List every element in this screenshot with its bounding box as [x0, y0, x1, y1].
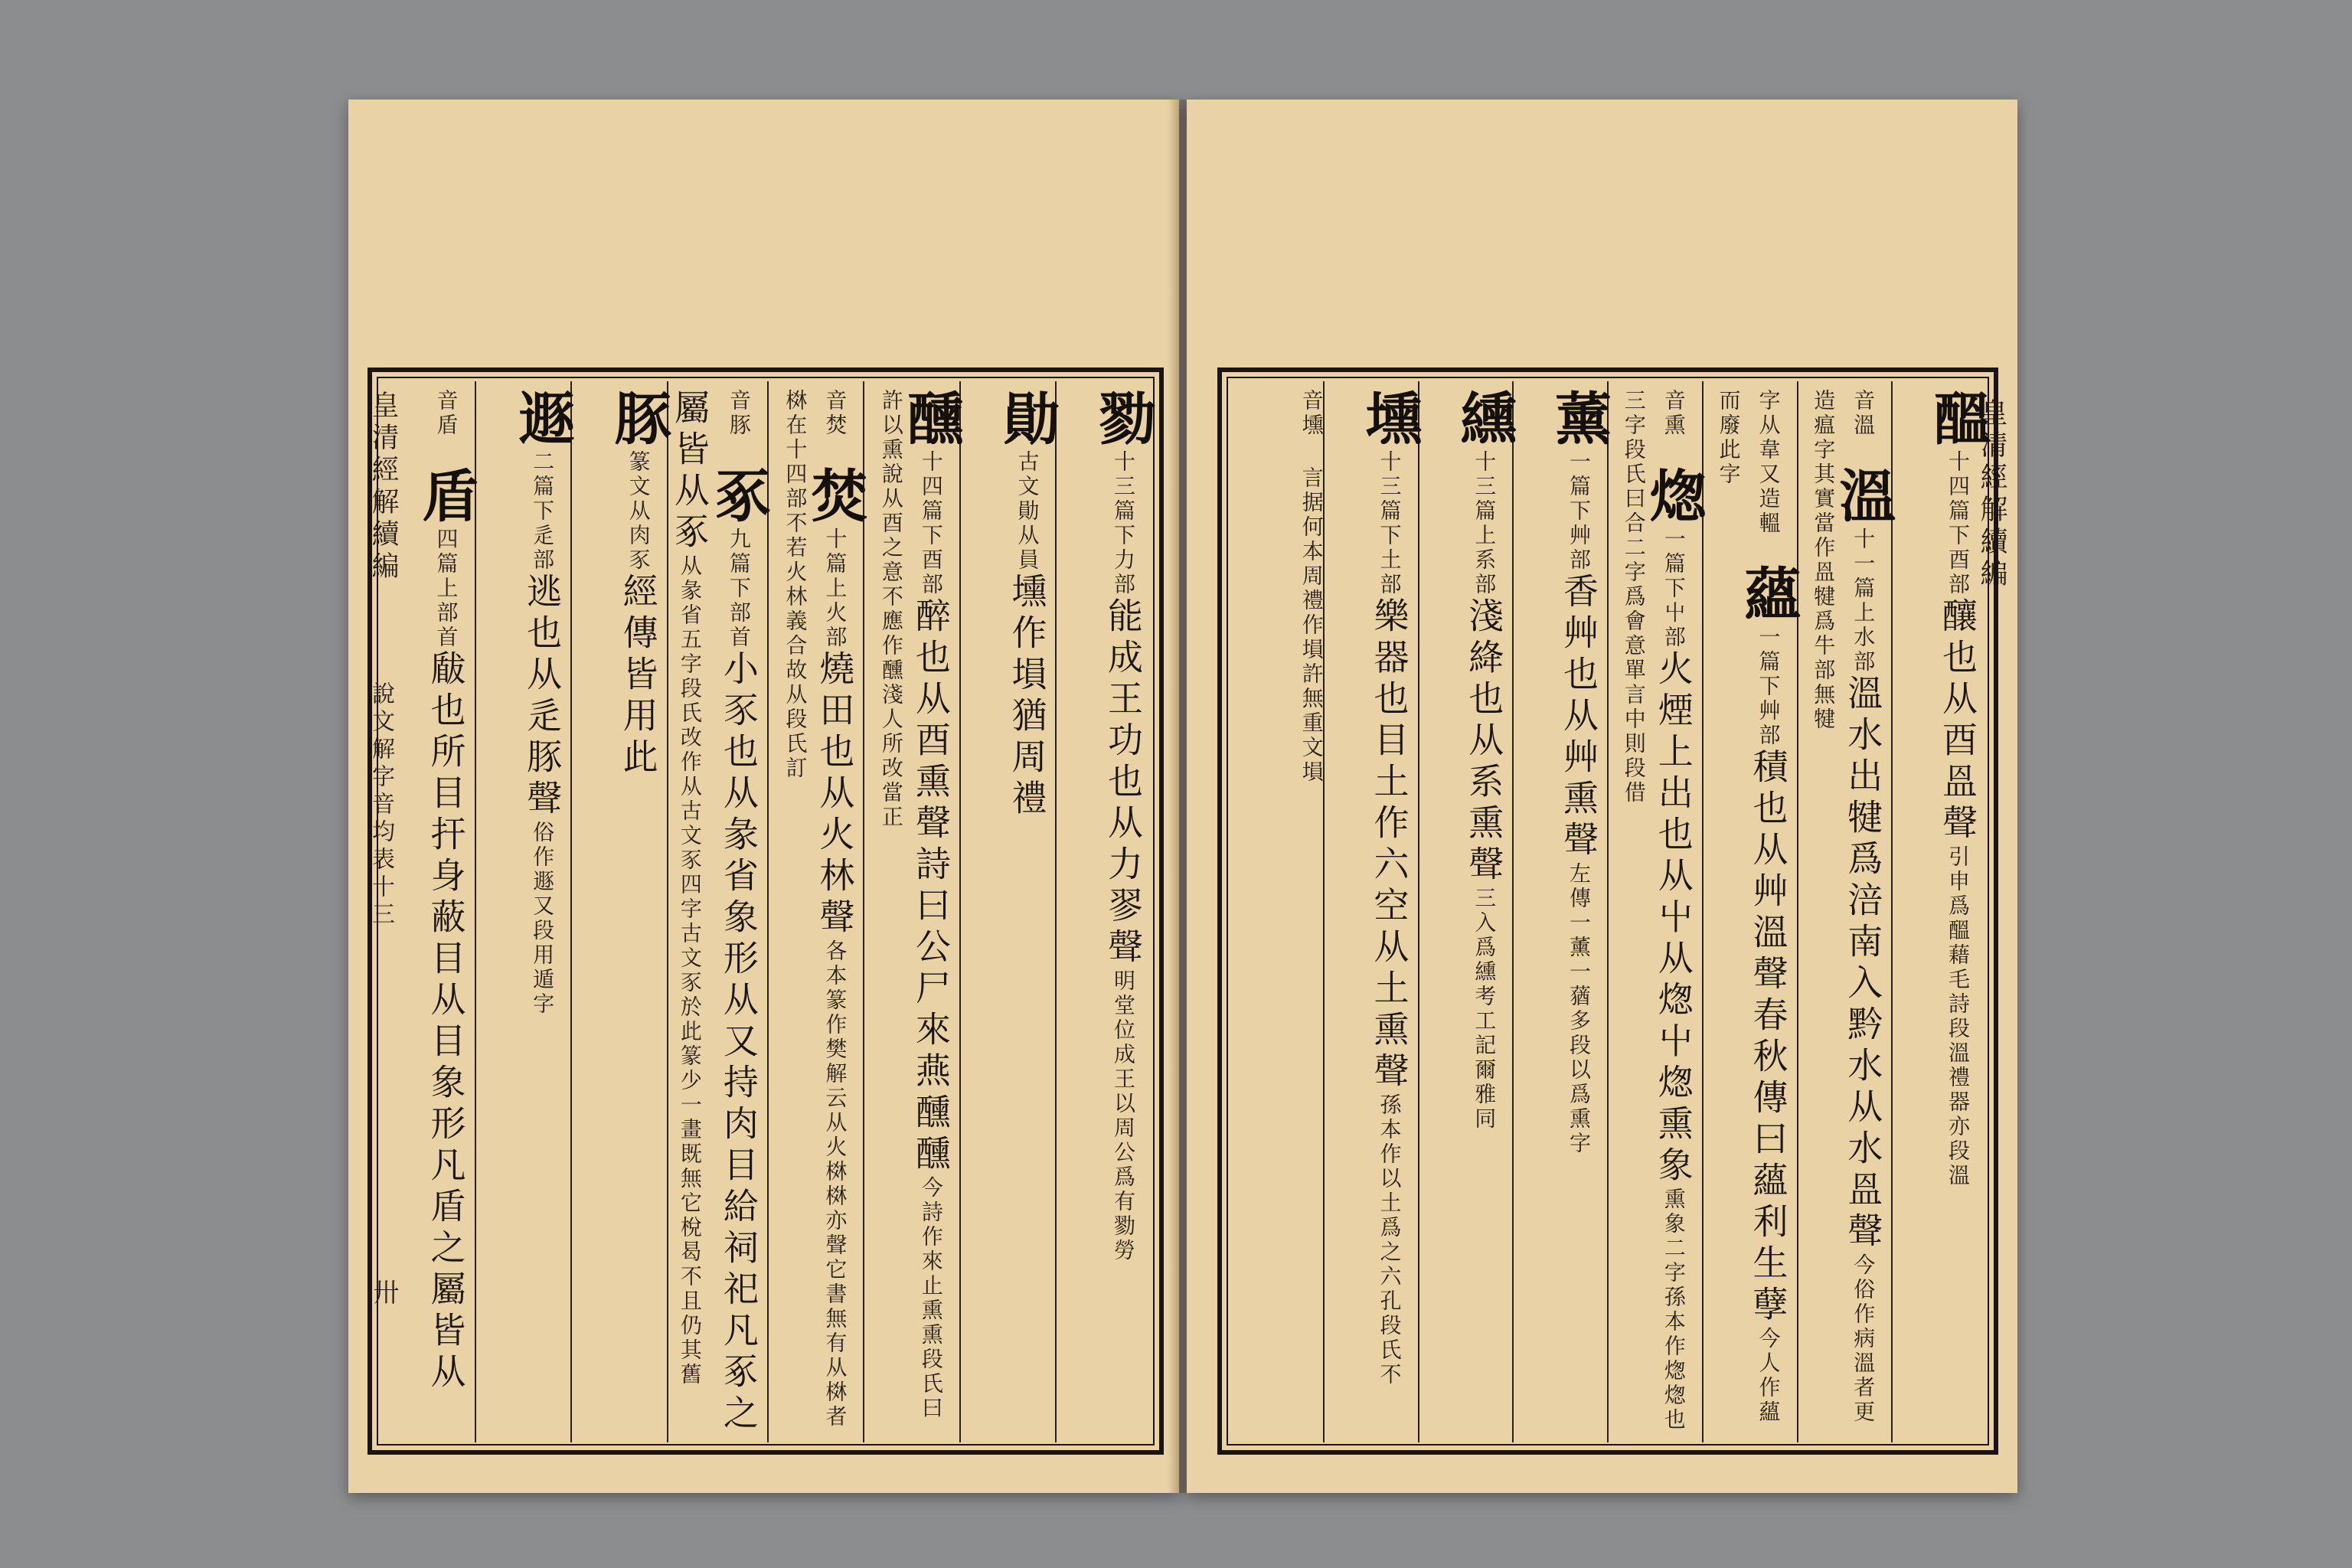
annotation-text: 九篇下部首 — [726, 528, 752, 650]
annotation-text: 十篇上火部 — [822, 528, 848, 650]
annotation-text: 从彖省五字段氏改作从古文豕四字古文豕於此篆少一畫既無它梲曷不且仍其舊 — [677, 554, 703, 1387]
column-top-note: 音豚 — [726, 389, 752, 466]
definition-text: 能成王功也从力翏聲 — [1102, 597, 1144, 969]
headword: 㷓 — [1640, 466, 1707, 528]
annotation-text: 十三篇下土部 — [1377, 450, 1403, 597]
annotation-text: 一篇下艸部 — [1566, 450, 1592, 573]
definition-text: 樂器也目土作六空从土熏聲 — [1368, 597, 1410, 1093]
annotation-text: 俗作遯又段用遁字 — [530, 821, 556, 1017]
annotation-text: 孫本作以土爲之六孔段氏不 — [1377, 1093, 1403, 1387]
left-margin-subtitle: 說文解字音均表十三 — [368, 681, 394, 929]
annotation-text: 二篇下辵部 — [530, 450, 556, 573]
annotation-text: 今俗作病溫者更造瘟字其實當作𥁕犍爲牛部無犍 — [1811, 389, 1877, 1425]
headword: 蘊 — [1735, 564, 1802, 626]
annotation-text: 十三篇上系部 — [1472, 450, 1498, 597]
definition-text: 燒田也从火林聲 — [814, 650, 856, 939]
right-page — [1187, 100, 2017, 1493]
left-column — [475, 381, 576, 1442]
headword: 盾 — [413, 466, 479, 528]
left-column — [380, 381, 479, 1442]
left-column — [863, 381, 964, 1442]
annotation-text: 明堂位成王以周公爲有勠勞 — [1111, 969, 1136, 1263]
left-column — [570, 381, 671, 1442]
headword: 薰 — [1546, 389, 1612, 450]
left-column — [667, 381, 772, 1442]
annotation-text: 十四篇下酉部 — [918, 450, 944, 597]
headword: 勠 — [1090, 389, 1156, 450]
left-text-frame — [368, 368, 1164, 1455]
right-column — [1702, 381, 1802, 1442]
annotation-text: 十四篇下酉部 — [1945, 450, 1971, 597]
column-top-note: 音溫 — [1851, 389, 1877, 466]
annotation-text: 今人作蘊而廢此字 — [1716, 389, 1782, 1425]
right-column — [1607, 381, 1707, 1442]
definition-text: 小豕也从彖省象形从又持肉目給祠祀凡豖之屬皆从豖 — [668, 389, 760, 1436]
column-top-note: 音焚 — [822, 389, 848, 466]
right-column — [1230, 381, 1323, 1442]
definition-text: 醉也从酉熏聲詩曰公尸來燕醺醺 — [910, 597, 952, 1176]
column-top-note: 音盾 — [433, 389, 459, 466]
annotation-text: 一篇下艸部 — [1756, 626, 1782, 748]
column-top-note: 音熏 — [1661, 389, 1687, 466]
column-top-note: 字从韋又造轀 — [1756, 389, 1782, 564]
book-spread — [348, 100, 2017, 1516]
annotation-text: 言据何本周禮作塤許無重文塤 — [1298, 466, 1325, 785]
annotation-text: 十三篇下力部 — [1111, 450, 1136, 597]
left-page — [348, 100, 1179, 1493]
headword: 壎 — [1356, 389, 1423, 450]
definition-text: 壎作塤猶周禮 — [1006, 573, 1048, 821]
headword: 豖 — [705, 466, 772, 528]
headword: 溫 — [1830, 466, 1896, 528]
definition-text: 火煙上出也从屮从㷓屮㷓熏象 — [1652, 650, 1694, 1187]
left-column — [959, 381, 1060, 1442]
left-columns — [380, 381, 1156, 1442]
right-columns — [1230, 381, 1991, 1442]
left-margin-title: 皇清經解續編 — [368, 390, 399, 583]
right-text-frame — [1217, 368, 1998, 1455]
left-column — [767, 381, 868, 1442]
annotation-text: 古文勛从員 — [1014, 450, 1040, 573]
right-column — [1797, 381, 1896, 1442]
definition-text: 淺絳也从系熏聲 — [1463, 597, 1505, 887]
annotation-text: 四篇上部首 — [433, 528, 459, 650]
definition-text: 逃也从辵豚聲 — [521, 573, 564, 821]
headword: 焚 — [802, 466, 868, 528]
column-top-note: 音壎 — [1298, 389, 1325, 466]
definition-text: 釀也从酉𥁕聲 — [1937, 597, 1978, 845]
annotation-text: 左傳一薰一蕕多段以爲熏字 — [1566, 862, 1592, 1156]
annotation-text: 十一篇上水部 — [1851, 528, 1877, 675]
headword: 豚 — [605, 389, 671, 450]
annotation-text: 各本篆作樊解云从火棥棥亦聲它書無有从棥者棥在十四部不若火林義合故从段氏訂 — [782, 389, 848, 1429]
right-column — [1891, 381, 1991, 1442]
definition-text: 溫水出犍爲涪南入黔水从水𥁕聲 — [1842, 675, 1884, 1253]
left-column — [1055, 381, 1156, 1442]
right-column — [1512, 381, 1612, 1442]
definition-text: 香艸也从艸熏聲 — [1558, 573, 1599, 862]
headword: 纁 — [1451, 389, 1517, 450]
headword: 勛 — [994, 389, 1060, 450]
headword: 醺 — [897, 389, 964, 450]
annotation-text: 篆文从肉豕 — [626, 450, 652, 573]
annotation-text: 一篇下屮部 — [1661, 528, 1687, 650]
left-page-number: 卅 — [368, 1279, 399, 1305]
right-column — [1323, 381, 1423, 1442]
right-margin-title: 皇清經解續編 — [1976, 398, 2007, 591]
annotation-text: 引申爲醞藉毛詩段溫禮器亦段溫 — [1945, 845, 1971, 1188]
headword: 醞 — [1925, 389, 1991, 450]
definition-text: 經傳皆用此 — [617, 573, 659, 779]
annotation-text: 三入爲纁考工記爾雅同 — [1472, 887, 1498, 1132]
definition-text: 瞂也所目扞身蔽目从目象形凡盾之屬皆从 — [425, 650, 467, 1394]
annotation-text: 熏象二字孫本作㷓㷓也三字段氏曰合二字爲會意單言中則段借 — [1621, 389, 1687, 1432]
definition-text: 積也从艸溫聲春秋傳曰蘊利生孽 — [1747, 748, 1789, 1327]
headword: 遯 — [509, 389, 576, 450]
right-column — [1418, 381, 1517, 1442]
annotation-text: 今詩作來止熏熏段氏曰許以熏說从酉之意不應作醺淺人所改當正 — [878, 389, 944, 1421]
